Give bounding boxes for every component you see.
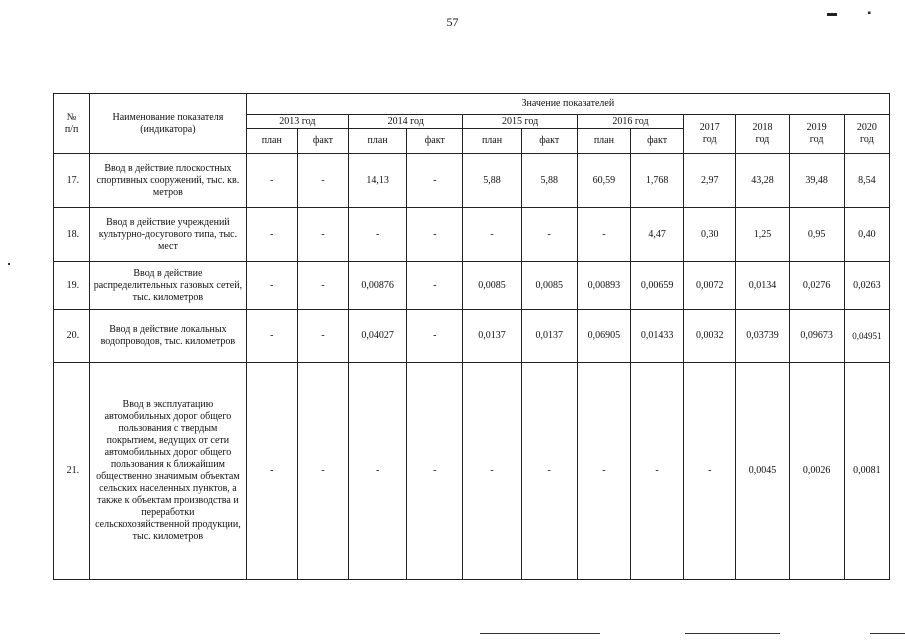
value-cell: -: [577, 363, 630, 580]
value-cell: 0,0072: [684, 262, 736, 310]
value-cell: 0,0026: [789, 363, 844, 580]
indicator-name: Ввод в действие плоскостных спортивных сооружений, тыс. кв. метров: [90, 154, 247, 208]
value-cell: -: [521, 208, 577, 262]
header-fact-2014: факт: [407, 129, 463, 154]
value-cell: -: [684, 363, 736, 580]
indicator-name: Ввод в действие локальных водопроводов, тыс. километров: [90, 310, 247, 363]
row-number: 21.: [54, 363, 90, 580]
value-cell: 0,0276: [789, 262, 844, 310]
value-cell: -: [463, 208, 521, 262]
table-row: [54, 208, 890, 262]
value-cell: 0,40: [844, 208, 889, 262]
value-cell: -: [246, 262, 297, 310]
value-cell: -: [246, 154, 297, 208]
value-cell: -: [297, 154, 348, 208]
page-number: 57: [446, 15, 459, 29]
header-fact-2016: факт: [630, 129, 683, 154]
value-cell: -: [577, 208, 630, 262]
value-cell: 0,0032: [684, 310, 736, 363]
header-plan-2016: план: [577, 129, 630, 154]
value-cell: 60,59: [577, 154, 630, 208]
value-cell: 0,0263: [844, 262, 889, 310]
header-values-group: Значение показателей: [246, 94, 889, 115]
value-cell: 0,0134: [736, 262, 789, 310]
value-cell: 0,06905: [577, 310, 630, 363]
value-cell: 0,0085: [521, 262, 577, 310]
row-number: 20.: [54, 310, 90, 363]
value-cell: 0,0045: [736, 363, 789, 580]
value-cell: 0,04951: [844, 310, 889, 363]
value-cell: 0,04027: [349, 310, 407, 363]
header-year-2018: 2018 год: [736, 115, 789, 154]
value-cell: -: [349, 363, 407, 580]
value-cell: -: [630, 363, 683, 580]
row-number: 19.: [54, 262, 90, 310]
row-number: 17.: [54, 154, 90, 208]
header-year-2016: 2016 год: [577, 115, 683, 129]
value-cell: -: [407, 262, 463, 310]
value-cell: 1,768: [630, 154, 683, 208]
scan-artifact-marks: ▬ ▪: [826, 8, 885, 19]
value-cell: -: [297, 363, 348, 580]
value-cell: 14,13: [349, 154, 407, 208]
value-cell: -: [407, 363, 463, 580]
header-year-2017: 2017 год: [684, 115, 736, 154]
value-cell: 0,00893: [577, 262, 630, 310]
header-year-2015: 2015 год: [463, 115, 577, 129]
value-cell: -: [521, 363, 577, 580]
value-cell: -: [246, 310, 297, 363]
value-cell: 0,00876: [349, 262, 407, 310]
header-indicator-name: Наименование показателя (индикатора): [90, 94, 247, 154]
value-cell: 2,97: [684, 154, 736, 208]
header-fact-2015: факт: [521, 129, 577, 154]
indicator-name: Ввод в действие учреждений культурно-досугового типа, тыс. мест: [90, 208, 247, 262]
value-cell: 39,48: [789, 154, 844, 208]
header-year-2020: 2020 год: [844, 115, 889, 154]
scan-artifact-dot: [8, 263, 10, 265]
value-cell: 0,09673: [789, 310, 844, 363]
indicator-name: Ввод в эксплуатацию автомобильных дорог общего пользования с твердым покрытием, ведущих от сети автомобильных дорог общего пользования к ближайшим общественно значимым объектам сельских населенных пунктов, а также к объектам производства и переработки сельскохозяйственной продукции, тыс. километров: [90, 363, 247, 580]
value-cell: 0,03739: [736, 310, 789, 363]
header-plan-2013: план: [246, 129, 297, 154]
header-year-2019: 2019 год: [789, 115, 844, 154]
row-number: 18.: [54, 208, 90, 262]
value-cell: 0,00659: [630, 262, 683, 310]
table-row: [54, 310, 890, 363]
value-cell: 0,0081: [844, 363, 889, 580]
value-cell: -: [407, 310, 463, 363]
value-cell: -: [297, 262, 348, 310]
value-cell: -: [349, 208, 407, 262]
scan-footer-lines: [470, 633, 905, 637]
header-year-2013: 2013 год: [246, 115, 348, 129]
value-cell: 8,54: [844, 154, 889, 208]
value-cell: -: [407, 208, 463, 262]
value-cell: 5,88: [463, 154, 521, 208]
value-cell: 0,0085: [463, 262, 521, 310]
value-cell: 43,28: [736, 154, 789, 208]
value-cell: 1,25: [736, 208, 789, 262]
value-cell: -: [246, 208, 297, 262]
table-row: [54, 262, 890, 310]
value-cell: 0,0137: [463, 310, 521, 363]
value-cell: -: [407, 154, 463, 208]
value-cell: -: [297, 208, 348, 262]
header-plan-2015: план: [463, 129, 521, 154]
value-cell: -: [246, 363, 297, 580]
value-cell: -: [297, 310, 348, 363]
table-row: [54, 154, 890, 208]
value-cell: 5,88: [521, 154, 577, 208]
header-fact-2013: факт: [297, 129, 348, 154]
indicators-table: [53, 93, 890, 580]
header-year-2014: 2014 год: [349, 115, 463, 129]
indicator-name: Ввод в действие распределительных газовых сетей, тыс. километров: [90, 262, 247, 310]
value-cell: 4,47: [630, 208, 683, 262]
value-cell: -: [463, 363, 521, 580]
value-cell: 0,30: [684, 208, 736, 262]
header-num: № п/п: [54, 94, 90, 154]
header-plan-2014: план: [349, 129, 407, 154]
value-cell: 0,95: [789, 208, 844, 262]
table-row: [54, 363, 890, 580]
value-cell: 0,01433: [630, 310, 683, 363]
value-cell: 0,0137: [521, 310, 577, 363]
